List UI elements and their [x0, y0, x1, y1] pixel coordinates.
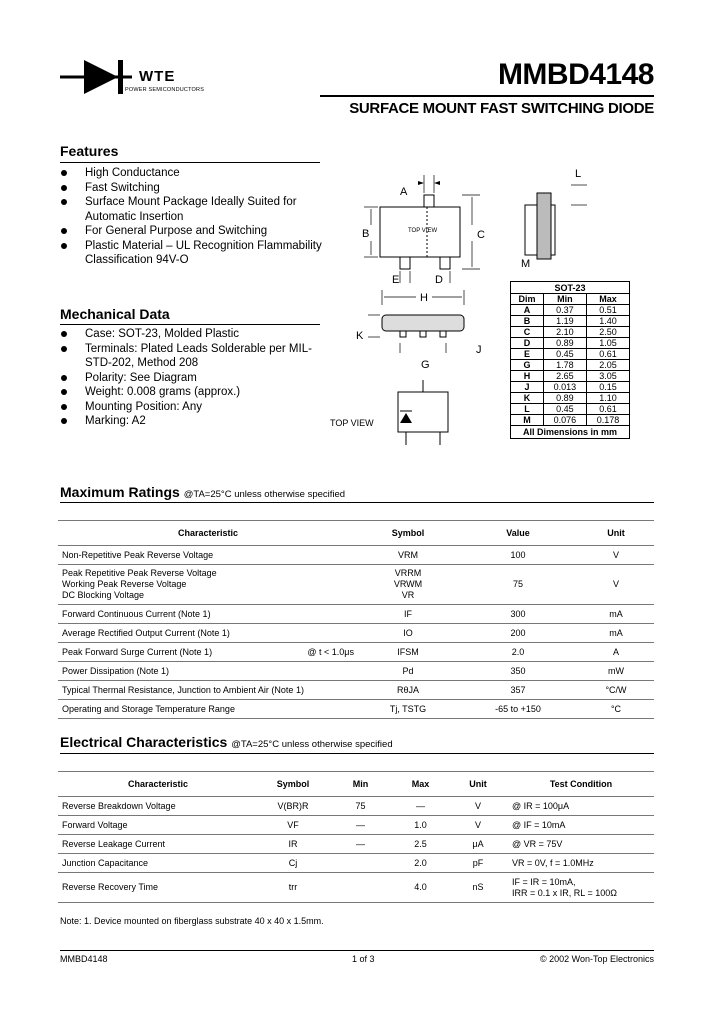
- dim-cell: 0.178: [586, 415, 629, 426]
- dim-cell: K: [511, 393, 544, 404]
- table-row: [58, 797, 654, 816]
- table-row: [58, 605, 654, 624]
- mr-unit: V: [578, 546, 654, 565]
- dim-cell: 3.05: [586, 371, 629, 382]
- table-row: [58, 700, 654, 719]
- mr-unit: °C/W: [578, 681, 654, 700]
- feature-item: Fast Switching: [60, 181, 330, 196]
- mr-unit: V: [578, 565, 654, 605]
- table-row: [58, 624, 654, 643]
- table-row: [511, 349, 630, 360]
- elec-header: Unit: [448, 772, 508, 797]
- table-header-row: [58, 521, 654, 546]
- dim-cell: A: [511, 305, 544, 316]
- dim-cell: 2.10: [543, 327, 586, 338]
- dim-cell: 0.89: [543, 338, 586, 349]
- mr-val: 75: [458, 565, 578, 605]
- mr-char-extra: @ t < 1.0μs: [307, 646, 354, 657]
- dim-label-a: A: [400, 186, 408, 198]
- mr-char-text: Average Rectified Output Current (Note 1): [62, 627, 230, 638]
- dim-cell: E: [511, 349, 544, 360]
- elec-header: Test Condition: [508, 772, 654, 797]
- dim-cell: 0.89: [543, 393, 586, 404]
- elec-char: Reverse Leakage Current: [58, 835, 258, 854]
- dim-cell: 1.40: [586, 316, 629, 327]
- table-row: [511, 415, 630, 426]
- table-row: [511, 338, 630, 349]
- elec-sym: VF: [258, 816, 328, 835]
- mr-char: [58, 565, 358, 605]
- dim-label-h: H: [420, 292, 428, 304]
- dim-cell: 0.013: [543, 382, 586, 393]
- top-view-label: TOP VIEW: [330, 418, 374, 428]
- top-view-inner-label: TOP VIEW: [408, 228, 438, 234]
- elec-min: —: [328, 835, 393, 854]
- elec-cond: @ IF = 10mA: [508, 816, 654, 835]
- dim-cell: 0.15: [586, 382, 629, 393]
- dim-label-b: B: [362, 228, 370, 240]
- mr-sym: Pd: [358, 662, 458, 681]
- elec-unit: nS: [448, 873, 508, 903]
- table-row: [58, 681, 654, 700]
- table-row: [58, 873, 654, 903]
- elec-sym: trr: [258, 873, 328, 903]
- mr-sym: IO: [358, 624, 458, 643]
- features-list: [60, 166, 330, 268]
- mr-char: [58, 700, 358, 719]
- feature-item: High Conductance: [60, 166, 330, 181]
- mr-sym: RθJA: [358, 681, 458, 700]
- mr-sym: Tj, TSTG: [358, 700, 458, 719]
- mechanical-list: [60, 327, 320, 429]
- dim-cell: 0.37: [543, 305, 586, 316]
- dim-cell: G: [511, 360, 544, 371]
- dim-cell: 0.45: [543, 349, 586, 360]
- mr-unit: mW: [578, 662, 654, 681]
- mechanical-item: Marking: A2: [60, 414, 320, 429]
- footer-center: 1 of 3: [352, 954, 375, 964]
- dim-cell: 0.51: [586, 305, 629, 316]
- logo-subtitle: POWER SEMICONDUCTORS: [125, 87, 205, 93]
- elec-char: Reverse Breakdown Voltage: [58, 797, 258, 816]
- mr-header: Symbol: [358, 521, 458, 546]
- page-subtitle: SURFACE MOUNT FAST SWITCHING DIODE: [349, 100, 654, 117]
- mr-header: Unit: [578, 521, 654, 546]
- mr-val: 357: [458, 681, 578, 700]
- note: Note: 1. Device mounted on fiberglass substrate 40 x 40 x 1.5mm.: [60, 916, 324, 926]
- mr-val: 100: [458, 546, 578, 565]
- mechanical-heading: Mechanical Data: [60, 306, 170, 322]
- features-heading: Features: [60, 143, 119, 159]
- mr-unit: °C: [578, 700, 654, 719]
- part-number: MMBD4148: [497, 58, 654, 91]
- mr-sym: VRM: [358, 546, 458, 565]
- dim-table-title: SOT-23: [511, 282, 630, 294]
- elec-cond: @ VR = 75V: [508, 835, 654, 854]
- mechanical-item: Weight: 0.008 grams (approx.): [60, 385, 320, 400]
- max-ratings-heading: Maximum Ratings @TA=25°C unless otherwise specified: [60, 484, 346, 500]
- feature-item: For General Purpose and Switching: [60, 224, 330, 239]
- footer-left: MMBD4148: [60, 954, 108, 964]
- table-row: [58, 662, 654, 681]
- dim-label-k: K: [356, 330, 364, 342]
- elec-table: [58, 771, 654, 903]
- mr-char: [58, 681, 358, 700]
- table-row: [58, 643, 654, 662]
- table-header-row: [58, 772, 654, 797]
- dim-label-d: D: [435, 274, 443, 286]
- mr-char-text: Peak Repetitive Peak Reverse Voltage Working Peak Reverse Voltage DC Blocking Voltage: [62, 568, 217, 600]
- elec-header: Min: [328, 772, 393, 797]
- dim-cell: H: [511, 371, 544, 382]
- mr-char: [58, 546, 358, 565]
- elec-min: —: [328, 816, 393, 835]
- elec-sym: Cj: [258, 854, 328, 873]
- elec-cond: IF = IR = 10mA, IRR = 0.1 x IR, RL = 100Ω: [508, 873, 654, 903]
- max-ratings-table: [58, 520, 654, 719]
- mr-char-text: Power Dissipation (Note 1): [62, 665, 170, 676]
- dim-cell: 0.076: [543, 415, 586, 426]
- mr-val: 200: [458, 624, 578, 643]
- elec-cond: VR = 0V, f = 1.0MHz: [508, 854, 654, 873]
- elec-unit: V: [448, 816, 508, 835]
- dim-header: Min: [543, 294, 586, 305]
- dim-cell: 1.10: [586, 393, 629, 404]
- elec-max: 2.0: [393, 854, 448, 873]
- mr-sym: IFSM: [358, 643, 458, 662]
- table-row: [511, 360, 630, 371]
- mr-sym: IF: [358, 605, 458, 624]
- mr-char-text: Forward Continuous Current (Note 1): [62, 608, 211, 619]
- dim-label-e: E: [392, 274, 400, 286]
- elec-char: Reverse Recovery Time: [58, 873, 258, 903]
- elec-sym: IR: [258, 835, 328, 854]
- dim-cell: D: [511, 338, 544, 349]
- mechanical-item: Mounting Position: Any: [60, 400, 320, 415]
- elec-unit: μA: [448, 835, 508, 854]
- elec-unit: V: [448, 797, 508, 816]
- table-row: [58, 835, 654, 854]
- mr-header: Value: [458, 521, 578, 546]
- dim-header: Max: [586, 294, 629, 305]
- table-row: [511, 305, 630, 316]
- side-profile-drawing: [515, 165, 590, 275]
- mr-char: [58, 624, 358, 643]
- dim-cell: B: [511, 316, 544, 327]
- mechanical-item: Case: SOT-23, Molded Plastic: [60, 327, 320, 342]
- dim-cell: 1.78: [543, 360, 586, 371]
- elec-min: [328, 873, 393, 903]
- dim-cell: 0.61: [586, 349, 629, 360]
- mr-val: 350: [458, 662, 578, 681]
- mr-val: 2.0: [458, 643, 578, 662]
- mr-val: -65 to +150: [458, 700, 578, 719]
- feature-item: Surface Mount Package Ideally Suited for Automatic Insertion: [60, 195, 330, 224]
- mr-char-text: Operating and Storage Temperature Range: [62, 703, 235, 714]
- mr-char: [58, 662, 358, 681]
- dim-cell: 2.05: [586, 360, 629, 371]
- mechanical-item: Polarity: See Diagram: [60, 371, 320, 386]
- table-row: [511, 327, 630, 338]
- dim-label-c: C: [477, 229, 485, 241]
- dim-label-l: L: [575, 168, 582, 180]
- dim-cell: M: [511, 415, 544, 426]
- elec-max: 1.0: [393, 816, 448, 835]
- dim-cell: 2.50: [586, 327, 629, 338]
- mr-unit: mA: [578, 624, 654, 643]
- dimensions-table: [510, 281, 630, 439]
- table-row: [58, 854, 654, 873]
- diode-logo-icon: [60, 56, 132, 96]
- dim-label-g: G: [421, 359, 430, 371]
- elec-unit: pF: [448, 854, 508, 873]
- table-row: [58, 565, 654, 605]
- dim-header: Dim: [511, 294, 544, 305]
- mr-unit: mA: [578, 605, 654, 624]
- elec-min: 75: [328, 797, 393, 816]
- mr-char: [58, 605, 358, 624]
- table-row: [511, 316, 630, 327]
- elec-cond: @ IR = 100μA: [508, 797, 654, 816]
- elec-max: 4.0: [393, 873, 448, 903]
- mr-char: [58, 643, 358, 662]
- dim-cell: 0.45: [543, 404, 586, 415]
- mr-char-text: Typical Thermal Resistance, Junction to Ambient Air (Note 1): [62, 684, 304, 695]
- dim-cell: 1.19: [543, 316, 586, 327]
- dim-cell: 1.05: [586, 338, 629, 349]
- feature-item: Plastic Material – UL Recognition Flammability Classification 94V-O: [60, 239, 330, 268]
- dim-cell: J: [511, 382, 544, 393]
- table-row: [511, 393, 630, 404]
- mechanical-item: Terminals: Plated Leads Solderable per MIL-STD-202, Method 208: [60, 342, 320, 371]
- dim-label-m: M: [521, 258, 531, 270]
- elec-heading: Electrical Characteristics @TA=25°C unless otherwise specified: [60, 734, 393, 750]
- table-row: [58, 816, 654, 835]
- mr-sym: VRRM VRWM VR: [358, 565, 458, 605]
- mr-header: Characteristic: [58, 521, 358, 546]
- dim-cell: C: [511, 327, 544, 338]
- elec-char: Junction Capacitance: [58, 854, 258, 873]
- dim-cell: 0.61: [586, 404, 629, 415]
- mr-unit: A: [578, 643, 654, 662]
- elec-min: [328, 854, 393, 873]
- footer-right: © 2002 Won-Top Electronics: [539, 954, 654, 964]
- table-row: [511, 404, 630, 415]
- mr-char-text: Non-Repetitive Peak Reverse Voltage: [62, 549, 214, 560]
- elec-header: Symbol: [258, 772, 328, 797]
- table-row: [511, 382, 630, 393]
- elec-sym: V(BR)R: [258, 797, 328, 816]
- elec-max: —: [393, 797, 448, 816]
- dim-label-j: J: [476, 344, 482, 356]
- table-row: [511, 371, 630, 382]
- dim-cell: L: [511, 404, 544, 415]
- logo-text: WTE: [139, 68, 176, 85]
- elec-header: Characteristic: [58, 772, 258, 797]
- dim-table-footer: All Dimensions in mm: [511, 426, 630, 439]
- table-row: [58, 546, 654, 565]
- mr-char-text: Peak Forward Surge Current (Note 1): [62, 646, 213, 657]
- mr-val: 300: [458, 605, 578, 624]
- dim-cell: 2.65: [543, 371, 586, 382]
- elec-header: Max: [393, 772, 448, 797]
- elec-max: 2.5: [393, 835, 448, 854]
- elec-char: Forward Voltage: [58, 816, 258, 835]
